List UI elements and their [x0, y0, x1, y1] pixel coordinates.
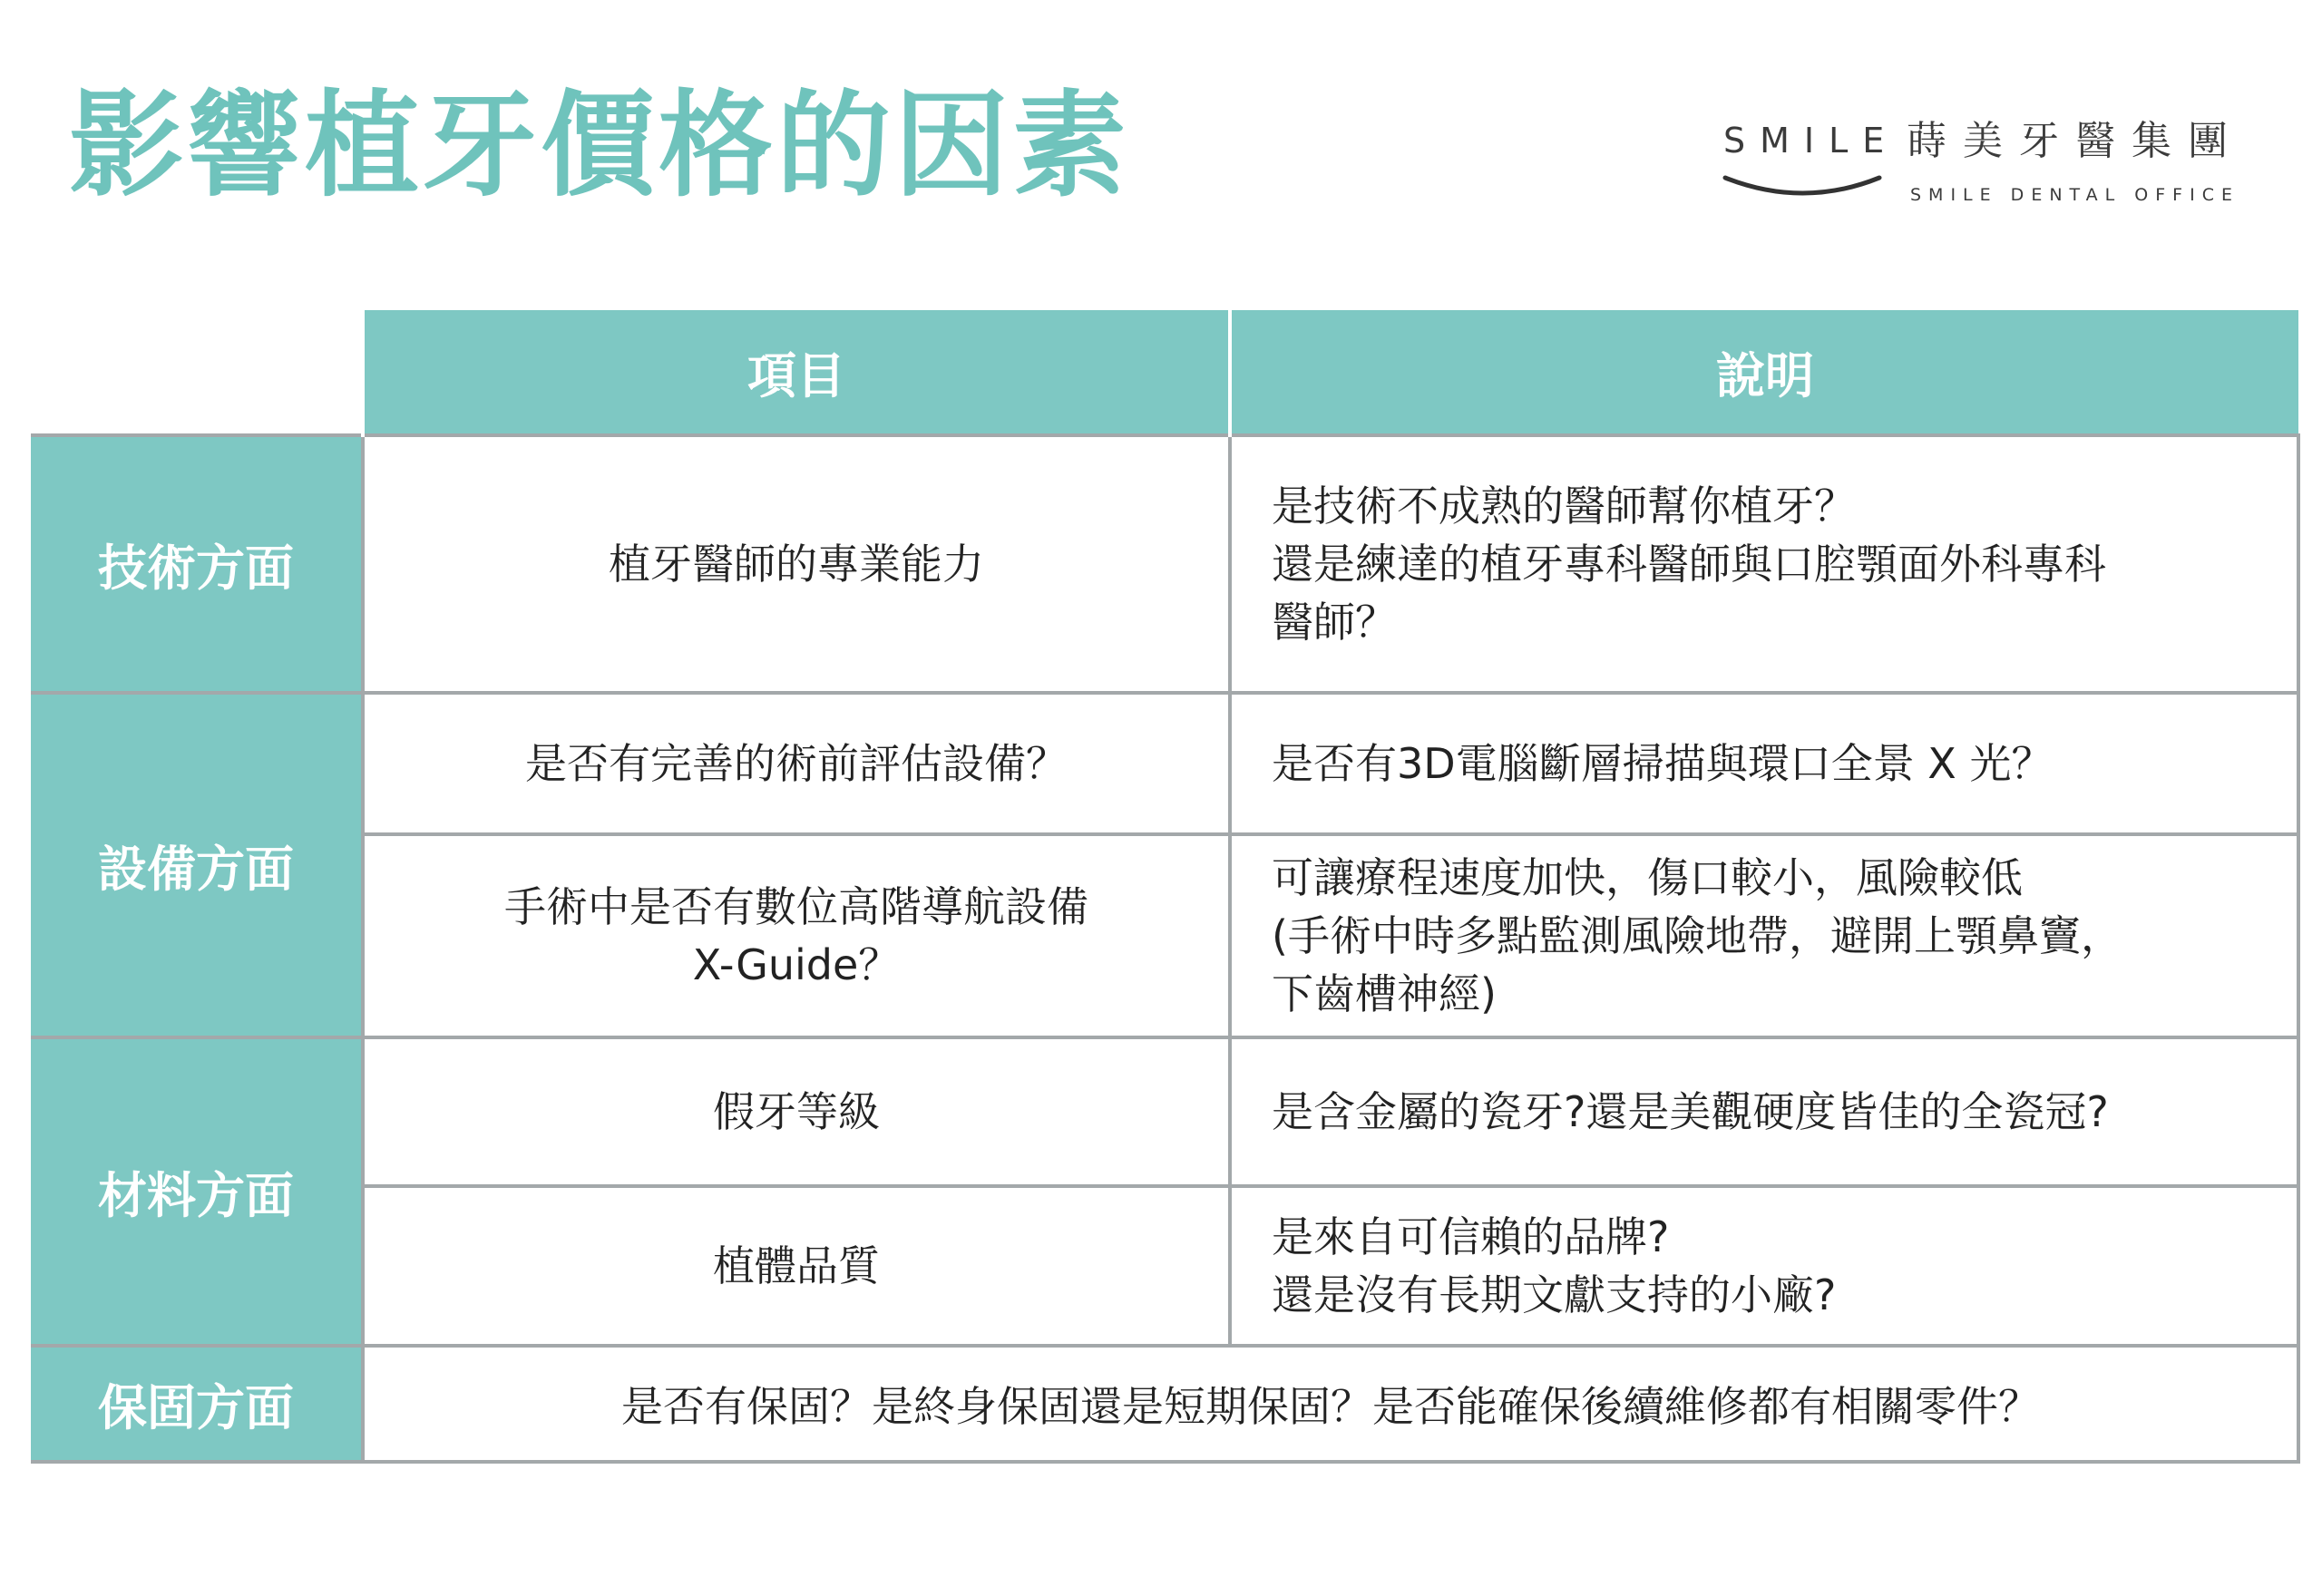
warranty-description-cell: 是否有保固？是終身保固還是短期保固？是否能確保後續維修都有相關零件？ — [363, 1346, 2298, 1462]
description-line: 是來自可信賴的品牌? — [1272, 1212, 1670, 1261]
item-cell: 植體品質 — [363, 1186, 1230, 1346]
table-row-tech — [31, 435, 2298, 693]
column-header-description: 說明 — [1230, 310, 2298, 435]
description-line: 是技術不成熟的醫師幫你植牙？ — [1272, 482, 1856, 530]
description-line: 還是沒有長期文獻支持的小廠? — [1272, 1270, 1837, 1319]
table-corner — [31, 310, 363, 435]
table-row-equipment-2 — [31, 834, 2298, 1037]
description-cell — [1230, 1186, 2298, 1346]
logo-english-name: SMILE DENTAL OFFICE — [1910, 185, 2239, 205]
description-line: 可讓療程速度加快，傷口較小，風險較低 — [1272, 853, 2023, 902]
item-cell: 假牙等級 — [363, 1037, 1230, 1186]
table-row-material-1 — [31, 1037, 2298, 1186]
description-cell: 是含金屬的瓷牙?還是美觀硬度皆佳的全瓷冠? — [1230, 1037, 2298, 1186]
item-cell — [363, 834, 1230, 1037]
item-line: X-Guide？ — [692, 940, 901, 989]
logo-brand-text: SMILE — [1723, 121, 1899, 161]
category-equipment: 設備方面 — [31, 693, 363, 1037]
item-line: 手術中是否有數位高階導航設備 — [504, 882, 1088, 931]
description-line: (手術中時多點監測風險地帶，避開上顎鼻竇， — [1272, 911, 2122, 960]
brand-logo — [1720, 114, 2244, 223]
description-cell: 是否有3D電腦斷層掃描與環口全景 X 光？ — [1230, 693, 2298, 834]
logo-chinese-name: 蒔美牙醫集團 — [1907, 118, 2244, 164]
table-row-warranty — [31, 1346, 2298, 1462]
category-material: 材料方面 — [31, 1037, 363, 1346]
item-cell: 植牙醫師的專業能力 — [363, 435, 1230, 693]
item-cell: 是否有完善的術前評估設備？ — [363, 693, 1230, 834]
description-cell — [1230, 834, 2298, 1037]
page-title: 影響植牙價格的因素 — [69, 79, 1130, 212]
category-warranty: 保固方面 — [31, 1346, 363, 1462]
column-header-item: 項目 — [363, 310, 1230, 435]
category-tech: 技術方面 — [31, 435, 363, 693]
description-line: 還是練達的植牙專科醫師與口腔顎面外科專科 — [1272, 540, 2106, 589]
description-cell — [1230, 435, 2298, 693]
description-line: 下齒槽神經) — [1272, 969, 1497, 1018]
factors-table — [31, 310, 2300, 1464]
description-line: 醫師？ — [1272, 598, 1397, 647]
table-header-row — [31, 310, 2298, 435]
table-row-equipment-1 — [31, 693, 2298, 834]
smile-curve-icon — [1720, 170, 1892, 207]
table-row-material-2 — [31, 1186, 2298, 1346]
